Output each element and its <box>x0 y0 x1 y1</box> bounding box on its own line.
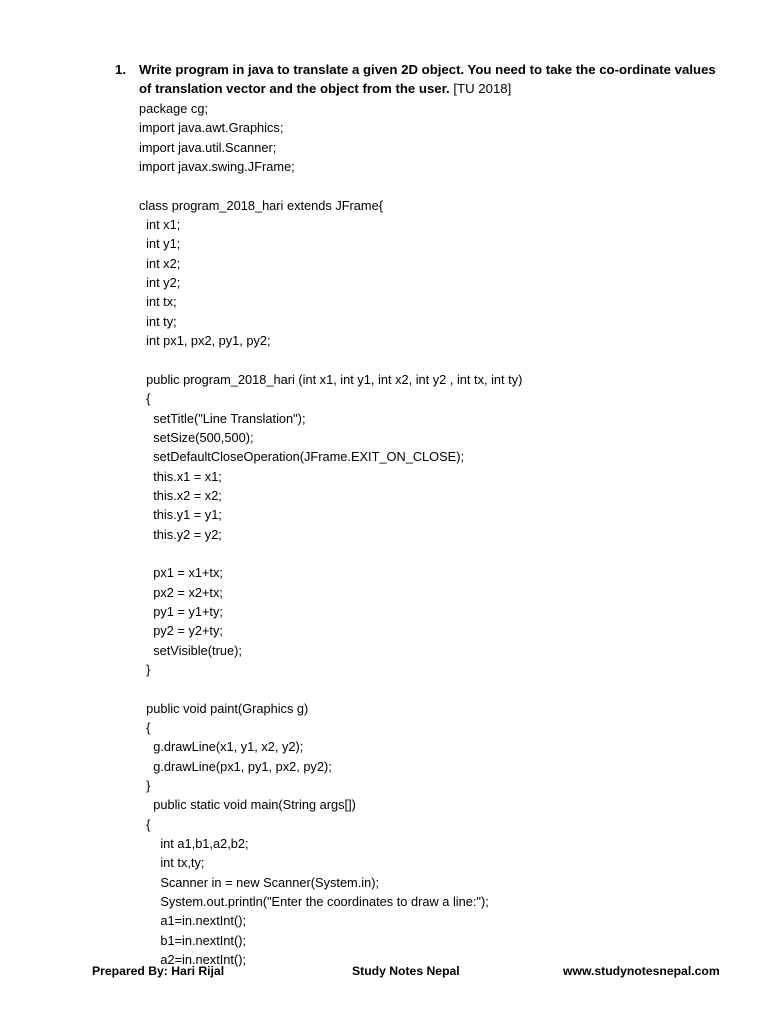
code-line: this.x2 = x2; <box>139 487 222 503</box>
code-line: } <box>139 661 151 677</box>
question-text: Write program in java to translate a given 2D object. You need to take the co-ordinate values of translation vector and the object from the user. <box>139 62 716 96</box>
code-line: py2 = y2+ty; <box>139 623 223 639</box>
code-line: py1 = y1+ty; <box>139 603 223 619</box>
page-footer <box>0 964 768 982</box>
code-line: package cg; <box>139 101 209 116</box>
code-line: a1=in.nextInt(); <box>139 913 247 929</box>
code-line: int y1; <box>139 236 181 252</box>
code-line: setVisible(true); <box>139 642 242 658</box>
code-line: import javax.swing.JFrame; <box>139 159 295 175</box>
code-line: } <box>139 778 151 794</box>
code-line: setTitle("Line Translation"); <box>139 410 306 426</box>
code-line <box>139 544 739 563</box>
question-text-block <box>139 60 719 98</box>
code-line: px2 = x2+tx; <box>139 584 223 600</box>
code-line: b1=in.nextInt(); <box>139 932 247 948</box>
code-line: setSize(500,500); <box>139 429 254 445</box>
code-line: int a1,b1,a2,b2; <box>139 836 249 852</box>
code-line: public static void main(String args[]) <box>139 797 356 813</box>
code-line: Scanner in = new Scanner(System.in); <box>139 874 380 890</box>
code-line: import java.awt.Graphics; <box>139 120 284 136</box>
code-line: setDefaultCloseOperation(JFrame.EXIT_ON_CLOSE); <box>139 449 465 465</box>
code-line: int x2; <box>139 255 181 271</box>
code-line: int px1, px2, py1, py2; <box>139 333 271 349</box>
question-tag: [TU 2018] <box>453 81 512 96</box>
code-line: px1 = x1+tx; <box>139 565 223 581</box>
code-line: int x1; <box>139 217 181 233</box>
code-line: System.out.println("Enter the coordinates to draw a line:"); <box>139 894 489 910</box>
footer-url: www.studynotesnepal.com <box>563 964 720 978</box>
code-line <box>139 679 739 698</box>
code-line: int ty; <box>139 313 177 329</box>
code-line: { <box>139 816 151 832</box>
code-line: this.y1 = y1; <box>139 507 222 523</box>
code-line: g.drawLine(x1, y1, x2, y2); <box>139 739 304 755</box>
footer-site-name: Study Notes Nepal <box>352 964 460 978</box>
code-line: int tx,ty; <box>139 855 205 871</box>
code-line: { <box>139 720 151 735</box>
code-line: int y2; <box>139 275 181 291</box>
code-listing <box>139 99 739 969</box>
code-line: g.drawLine(px1, py1, px2, py2); <box>139 758 332 774</box>
code-line: class program_2018_hari extends JFrame{ <box>139 197 383 213</box>
code-line: this.y2 = y2; <box>139 526 222 542</box>
code-line: public void paint(Graphics g) <box>139 700 309 716</box>
code-line: { <box>139 391 151 407</box>
code-line: import java.util.Scanner; <box>139 139 277 155</box>
code-line: int tx; <box>139 294 177 310</box>
question-number: 1. <box>115 62 126 77</box>
code-line <box>139 176 739 195</box>
footer-author: Prepared By: Hari Rijal <box>92 964 225 978</box>
code-line: a2=in.nextInt(); <box>139 952 247 968</box>
code-line: public program_2018_hari (int x1, int y1, int x2, int y2 , int tx, int ty) <box>139 371 523 387</box>
code-line: this.x1 = x1; <box>139 468 222 484</box>
code-line <box>139 350 739 369</box>
